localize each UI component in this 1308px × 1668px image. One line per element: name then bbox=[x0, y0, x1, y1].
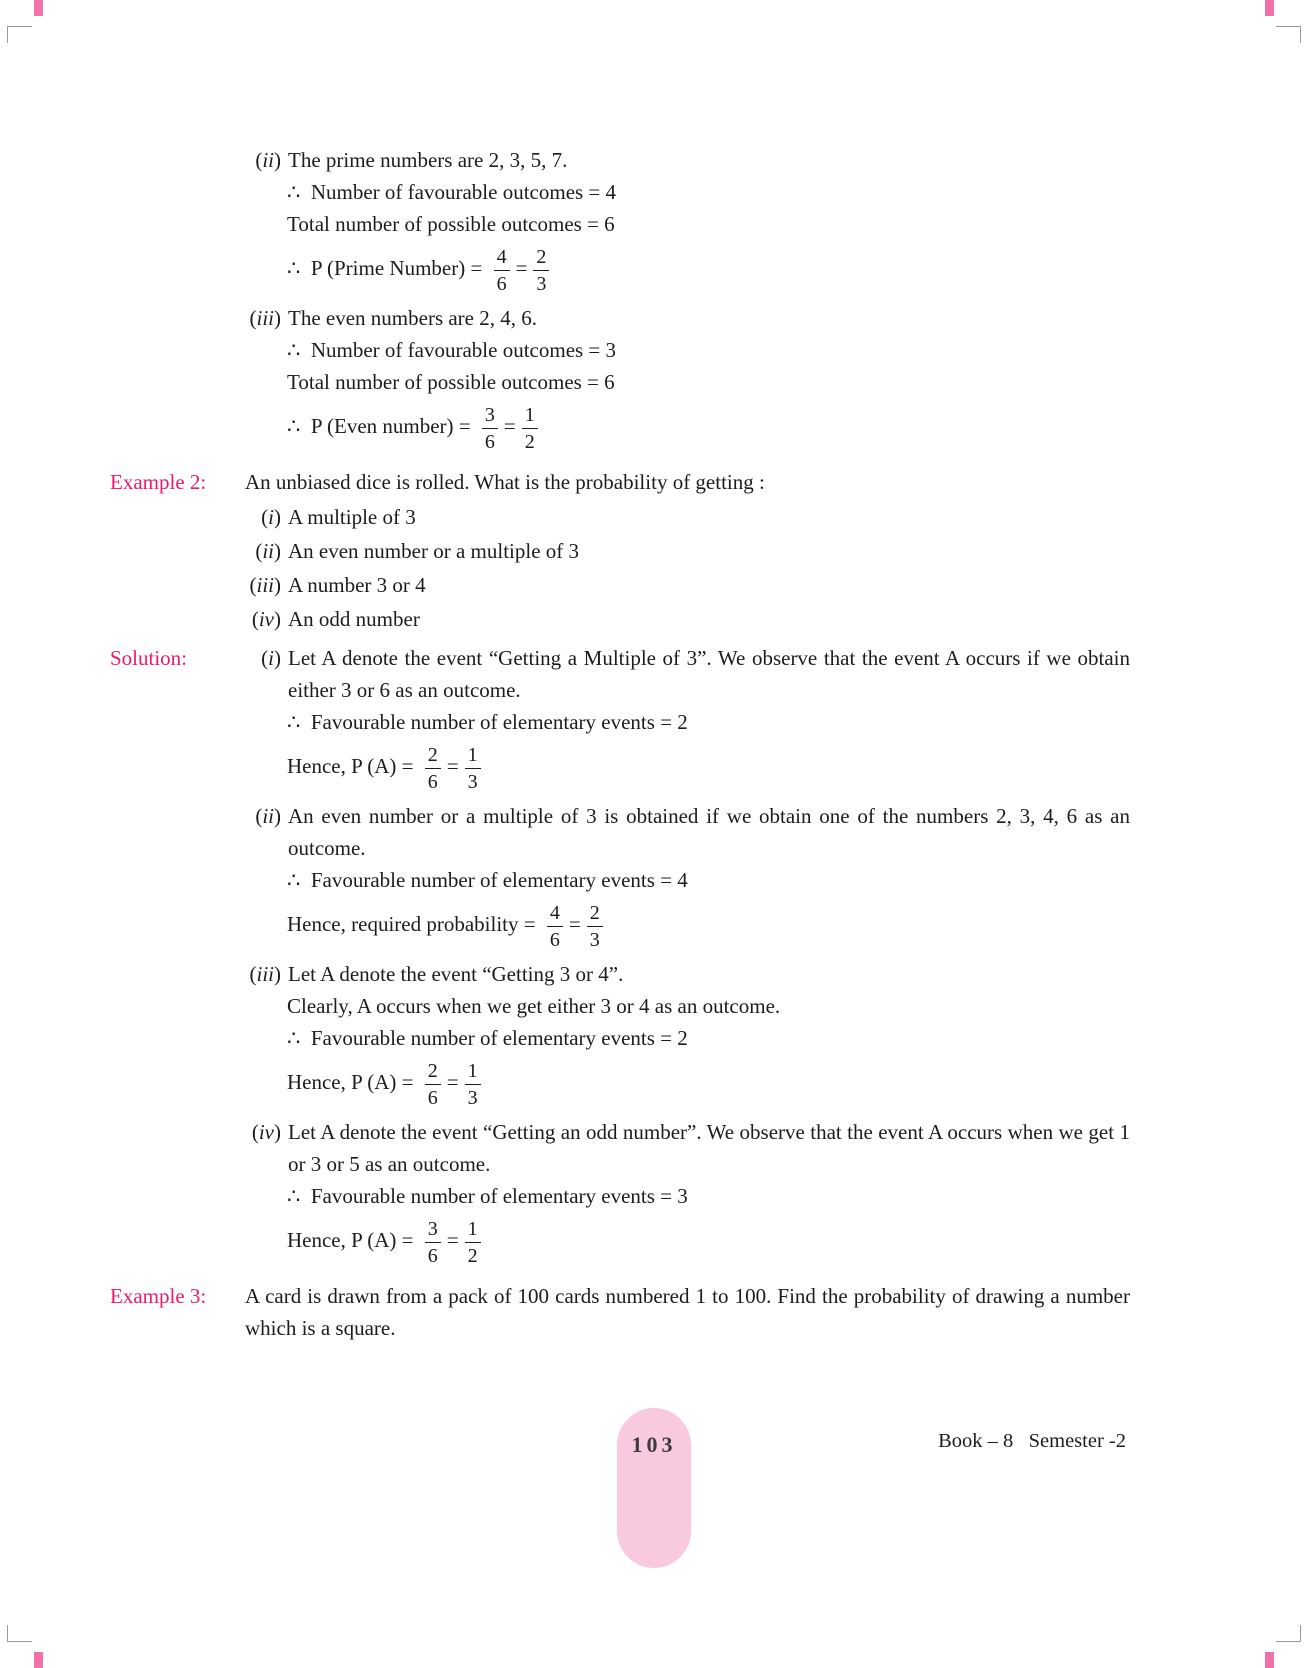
text-content bbox=[288, 800, 1130, 864]
frac-row-line bbox=[110, 245, 1130, 296]
text-segment: An unbiased dice is rolled. What is the probability of getting : bbox=[245, 470, 765, 494]
fraction-numerator: 1 bbox=[522, 403, 538, 429]
corner-bracket-bottom-right bbox=[1276, 1625, 1301, 1642]
text-segment: Total number of possible outcomes = 6 bbox=[287, 370, 615, 394]
frac-row-line bbox=[110, 1059, 1130, 1110]
text-content bbox=[287, 994, 780, 1018]
frac-row-line bbox=[110, 743, 1130, 794]
sub-line bbox=[110, 990, 1130, 1022]
text-content bbox=[287, 1218, 487, 1267]
text-segment: Hence, P (A) = bbox=[287, 754, 419, 779]
sub-line bbox=[110, 366, 1130, 398]
text-segment: = bbox=[568, 912, 581, 937]
text-content bbox=[288, 642, 1130, 706]
text-segment: The even numbers are 2, 4, 6. bbox=[288, 306, 537, 330]
fraction-numerator: 3 bbox=[425, 1217, 441, 1243]
fraction-numerator: 2 bbox=[425, 743, 441, 769]
item-marker: (ii) bbox=[255, 804, 281, 828]
fraction bbox=[465, 1059, 481, 1110]
fraction bbox=[533, 245, 549, 296]
item-marker: (iii) bbox=[249, 573, 281, 597]
fraction-denominator: 2 bbox=[524, 431, 535, 453]
text-segment: Total number of possible outcomes = 6 bbox=[287, 212, 615, 236]
ex-head-line bbox=[110, 1280, 1130, 1344]
sub-line bbox=[110, 176, 1130, 208]
text-segment: ∴ Favourable number of elementary events = 3 bbox=[287, 1184, 688, 1208]
frac-row-line bbox=[110, 403, 1130, 454]
text-segment: Let A denote the event “Getting a Multiple of 3”. We observe that the event A occurs if we obtain either 3 or 6 as an outcome. bbox=[288, 646, 1130, 702]
solution-label: Solution: bbox=[110, 646, 188, 670]
list-item-line bbox=[110, 534, 1130, 568]
sub-line bbox=[110, 1180, 1130, 1212]
fraction-numerator: 4 bbox=[494, 245, 510, 271]
edge-tab-bottom-left bbox=[34, 1652, 43, 1668]
text-content bbox=[288, 1116, 1130, 1180]
text-segment: Hence, required probability = bbox=[287, 912, 541, 937]
fraction bbox=[465, 743, 481, 794]
fraction-denominator: 6 bbox=[427, 1087, 438, 1109]
text-segment: ∴ Favourable number of elementary events = 2 bbox=[287, 1026, 688, 1050]
text-segment: ∴ P (Even number) = bbox=[287, 414, 476, 439]
text-segment: ∴ Favourable number of elementary events = 4 bbox=[287, 868, 688, 892]
fraction-denominator: 3 bbox=[467, 1087, 478, 1109]
text-segment: = bbox=[503, 414, 516, 439]
text-content bbox=[287, 212, 615, 236]
sol-item-line bbox=[110, 800, 1130, 864]
fraction-denominator: 2 bbox=[467, 1245, 478, 1267]
text-content bbox=[287, 1060, 487, 1109]
text-segment: An odd number bbox=[288, 607, 420, 631]
fraction-numerator: 2 bbox=[533, 245, 549, 271]
frac-row-line bbox=[110, 1217, 1130, 1268]
fraction bbox=[494, 245, 510, 296]
fraction-numerator: 3 bbox=[482, 403, 498, 429]
text-segment: The prime numbers are 2, 3, 5, 7. bbox=[288, 148, 568, 172]
fraction bbox=[425, 1059, 441, 1110]
text-segment: ∴ Number of favourable outcomes = 3 bbox=[287, 338, 617, 362]
text-segment: An even number or a multiple of 3 bbox=[288, 539, 580, 563]
text-content bbox=[287, 902, 609, 951]
text-segment: ∴ Number of favourable outcomes = 4 bbox=[287, 180, 617, 204]
frac-row-line bbox=[110, 901, 1130, 952]
fraction-numerator: 2 bbox=[425, 1059, 441, 1085]
sub-line bbox=[110, 334, 1130, 366]
sol-item-line bbox=[110, 1116, 1130, 1180]
fraction-denominator: 6 bbox=[496, 273, 507, 295]
item-marker: (ii) bbox=[255, 148, 281, 172]
fraction bbox=[425, 743, 441, 794]
text-content bbox=[287, 710, 688, 734]
text-content bbox=[287, 338, 616, 362]
fraction bbox=[587, 901, 603, 952]
list-item-line bbox=[110, 568, 1130, 602]
text-segment: A card is drawn from a pack of 100 cards numbered 1 to 100. Find the probability of drawing a number which is a square. bbox=[245, 1284, 1130, 1340]
text-content bbox=[287, 1184, 688, 1208]
fraction-denominator: 6 bbox=[484, 431, 495, 453]
text-content bbox=[288, 568, 1130, 602]
text-content bbox=[287, 246, 555, 295]
text-segment: Let A denote the event “Getting an odd number”. We observe that the event A occurs when we get 1 or 3 or 5 as an outcome. bbox=[288, 1120, 1130, 1176]
text-content bbox=[288, 602, 1130, 636]
item-marker: (iii) bbox=[249, 962, 281, 986]
fraction-numerator: 2 bbox=[587, 901, 603, 927]
text-segment: A number 3 or 4 bbox=[288, 573, 426, 597]
text-segment: Clearly, A occurs when we get either 3 or 4 as an outcome. bbox=[287, 994, 781, 1018]
fraction bbox=[482, 403, 498, 454]
fraction bbox=[522, 403, 538, 454]
fraction bbox=[465, 1217, 481, 1268]
fraction-denominator: 6 bbox=[427, 1245, 438, 1267]
item-marker: (iv) bbox=[251, 607, 281, 631]
fraction bbox=[547, 901, 563, 952]
fraction-numerator: 1 bbox=[465, 743, 481, 769]
text-segment: Let A denote the event “Getting 3 or 4”. bbox=[288, 962, 624, 986]
text-content bbox=[287, 180, 616, 204]
text-segment: ∴ P (Prime Number) = bbox=[287, 256, 488, 281]
text-content bbox=[288, 534, 1130, 568]
fraction-denominator: 3 bbox=[467, 771, 478, 793]
text-segment: = bbox=[446, 1228, 459, 1253]
text-content bbox=[288, 500, 1130, 534]
text-segment: Hence, P (A) = bbox=[287, 1228, 419, 1253]
fraction-numerator: 4 bbox=[547, 901, 563, 927]
item-marker: (i) bbox=[261, 646, 281, 670]
example-2-label: Example 2: bbox=[110, 470, 207, 494]
item-line bbox=[110, 144, 1130, 176]
sol-item-line bbox=[110, 958, 1130, 990]
text-content bbox=[287, 868, 688, 892]
text-segment: = bbox=[515, 256, 528, 281]
text-segment: = bbox=[446, 754, 459, 779]
text-content bbox=[287, 1026, 688, 1050]
text-content bbox=[288, 958, 1130, 990]
list-item-line bbox=[110, 602, 1130, 636]
page-number-pill bbox=[617, 1408, 691, 1568]
text-content bbox=[245, 466, 1130, 498]
sub-line bbox=[110, 864, 1130, 896]
item-marker: (iv) bbox=[251, 1120, 281, 1144]
sub-line bbox=[110, 208, 1130, 240]
fraction-denominator: 6 bbox=[549, 929, 560, 951]
fraction-denominator: 3 bbox=[536, 273, 547, 295]
item-marker: (i) bbox=[261, 505, 281, 529]
fraction-numerator: 1 bbox=[465, 1059, 481, 1085]
page-number: 103 bbox=[631, 1432, 677, 1457]
fraction bbox=[425, 1217, 441, 1268]
text-segment: A multiple of 3 bbox=[288, 505, 416, 529]
text-segment: ∴ Favourable number of elementary events = 2 bbox=[287, 710, 688, 734]
text-content bbox=[288, 144, 1130, 176]
sub-line bbox=[110, 1022, 1130, 1054]
footer-book-info: Book – 8 Semester -2 bbox=[938, 1430, 1126, 1452]
fraction-denominator: 6 bbox=[427, 771, 438, 793]
text-segment: Hence, P (A) = bbox=[287, 1070, 419, 1095]
text-content bbox=[288, 302, 1130, 334]
sub-line bbox=[110, 706, 1130, 738]
item-marker: (iii) bbox=[249, 306, 281, 330]
text-content bbox=[287, 370, 615, 394]
text-content bbox=[287, 404, 544, 453]
item-line bbox=[110, 302, 1130, 334]
corner-bracket-bottom-left bbox=[7, 1625, 32, 1642]
item-marker: (ii) bbox=[255, 539, 281, 563]
fraction-numerator: 1 bbox=[465, 1217, 481, 1243]
text-content bbox=[245, 1280, 1130, 1344]
list-item-line bbox=[110, 500, 1130, 534]
ex-head-line bbox=[110, 466, 1130, 498]
edge-tab-bottom-right bbox=[1265, 1652, 1274, 1668]
text-segment: = bbox=[446, 1070, 459, 1095]
fraction-denominator: 3 bbox=[589, 929, 600, 951]
sol-item-line bbox=[110, 642, 1130, 706]
text-segment: An even number or a multiple of 3 is obtained if we obtain one of the numbers 2, 3, 4, 6 as an outcome. bbox=[288, 804, 1130, 860]
example-3-label: Example 3: bbox=[110, 1284, 207, 1308]
text-content bbox=[287, 744, 487, 793]
